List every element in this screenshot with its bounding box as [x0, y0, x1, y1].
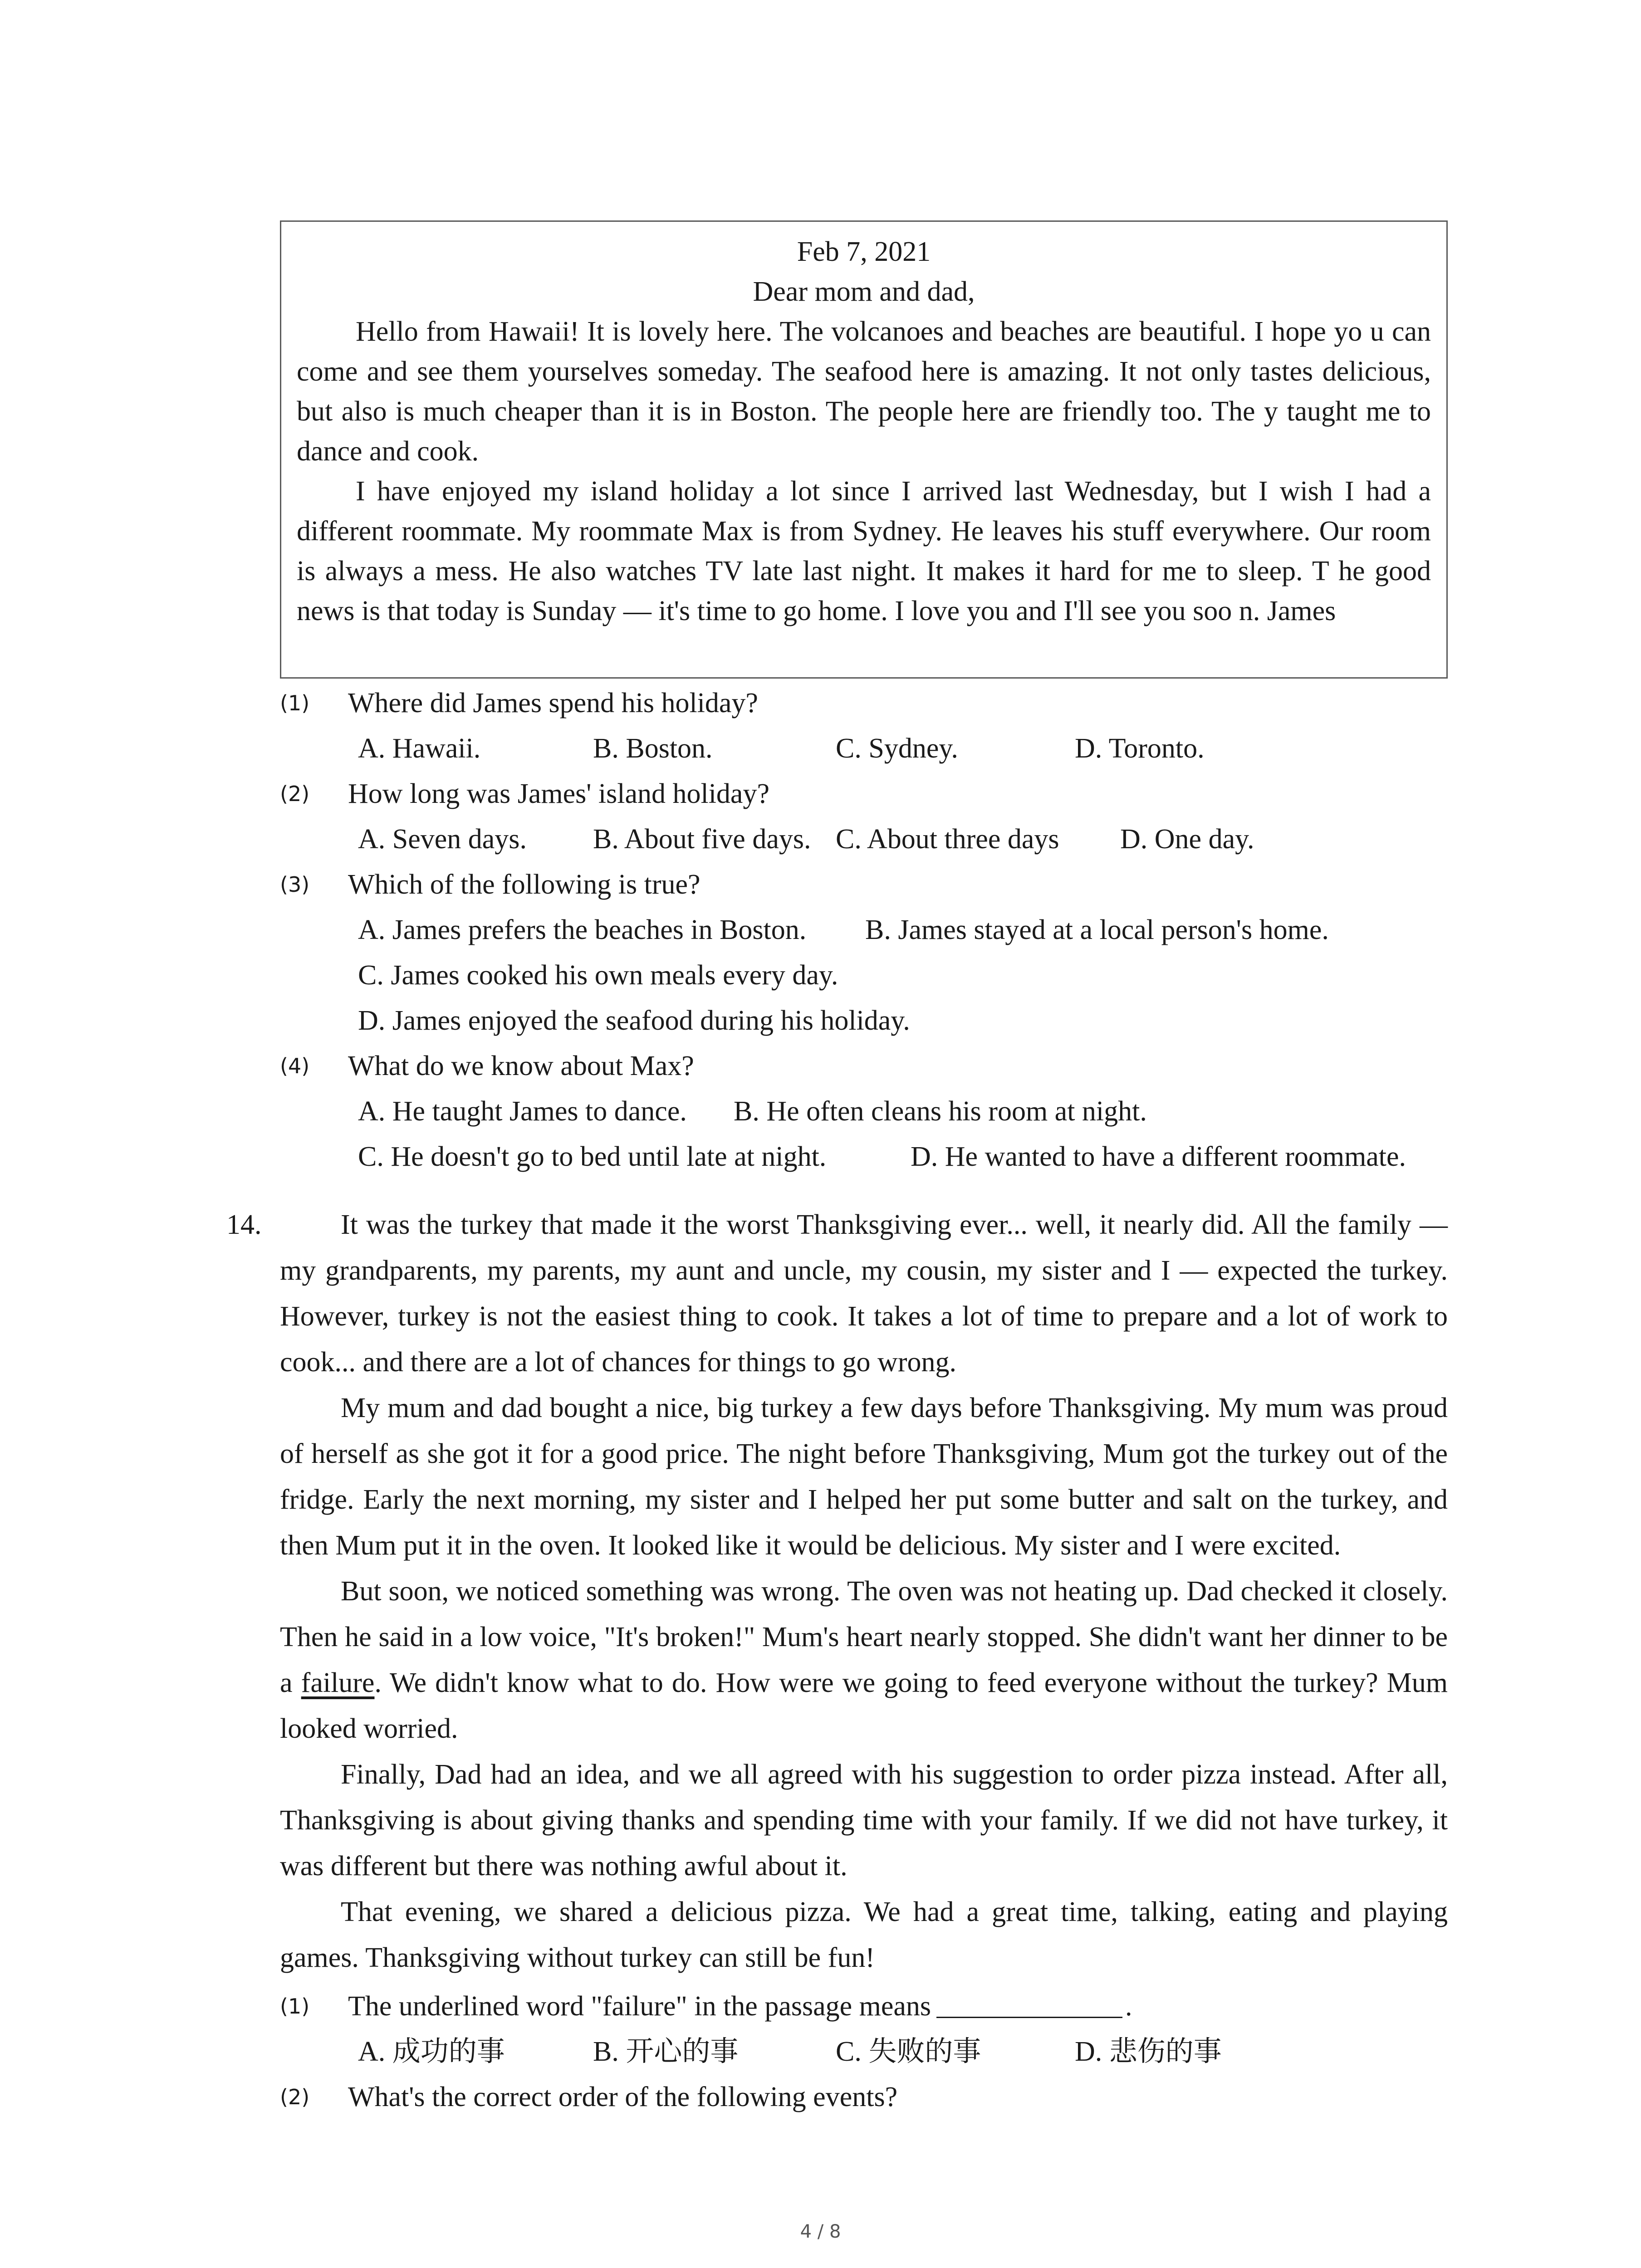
- passage-paragraph-4: Finally, Dad had an idea, and we all agreed with his suggestion to order pizza instead. After all, Thanksgiving is about giving thanks and spending time with your family. If we did not have turkey, it was different but there was nothing awful about it.: [280, 1759, 1448, 1882]
- q13-options-4a: [280, 1089, 1460, 1134]
- option-a: [358, 2029, 505, 2074]
- option-a-text: A. 成功的事: [358, 2036, 505, 2067]
- passage-paragraph-5: That evening, we shared a delicious pizza. We had a great time, talking, eating and playing games. Thanksgiving without turkey can still be fun!: [280, 1897, 1448, 1973]
- section-number: 14.: [226, 1209, 262, 1240]
- passage-paragraph-2: My mum and dad bought a nice, big turkey a few days before Thanksgiving. My mum was proud of herself as she got it for a good price. The night before Thanksgiving, Mum got the turkey out of the fridge. Early the next morning, my sister and I helped her put some butter and salt on the turkey, and then Mum put it in the oven. It looked like it would be delicious. My sister and I were excited.: [280, 1393, 1448, 1561]
- option-d: D. James enjoyed the seafood during his holiday.: [358, 1005, 910, 1036]
- letter-paragraph-2: I have enjoyed my island holiday a lot since I arrived last Wednesday, but I wish I had a different roommate. My roommate Max is from Sydney. He leaves his stuff everywhere. Our room is always a mess. He also watches TV late last night. It makes it hard for me to sleep. T he good news is that today is Sunday — it's time to go home. I love you and I'll see you soo n. James: [297, 476, 1431, 626]
- option-b: B. He often cleans his room at night.: [734, 1096, 1147, 1127]
- q13-question-2: [280, 771, 1460, 816]
- q13-options-3c: [280, 953, 1460, 998]
- q13-options-4c: [280, 1134, 1460, 1179]
- question-number: (2): [280, 2085, 310, 2109]
- question-number: (4): [280, 1054, 310, 1078]
- option-c: C. About three days: [836, 824, 1059, 855]
- option-d: D. Toronto.: [1075, 733, 1205, 764]
- q13-options-2: [280, 816, 1460, 862]
- letter-box: [280, 220, 1448, 679]
- page-number: 4 / 8: [800, 2221, 841, 2242]
- question-text: What's the correct order of the following events?: [348, 2082, 898, 2112]
- q13-question-3: [280, 862, 1460, 907]
- q13-options-1: [280, 726, 1460, 771]
- question-text: How long was James' island holiday?: [348, 778, 769, 809]
- option-b: B. Boston.: [593, 733, 713, 764]
- s14-question-1: [280, 1984, 1460, 2029]
- s14-question-list: [280, 1984, 1460, 2120]
- passage-paragraph-1: It was the turkey that made it the worst Thanksgiving ever... well, it nearly did. All the family — my grandparents, my parents, my aunt and uncle, my cousin, my sister and I — expected the turkey. However, turkey is not the easiest thing to cook. It takes a lot of time to prepare and a lot of work to cook... and there are a lot of chances for things to go wrong.: [280, 1209, 1448, 1378]
- paragraph-3-start: But soon, we noticed something was wrong. The oven was not heating up. Dad checked it closely. Then he said in a low voice, "It's broken!" Mum's heart nearly stopped. She didn't want her dinner to be a: [280, 1576, 1448, 1698]
- q13-question-1: [280, 680, 1460, 726]
- option-c: C. James cooked his own meals every day.: [358, 960, 838, 991]
- q13-question-4: [280, 1043, 1460, 1089]
- question-text: Where did James spend his holiday?: [348, 688, 758, 719]
- letter-greeting: Dear mom and dad,: [753, 276, 975, 307]
- q13-options-3a: [280, 907, 1460, 953]
- answer-blank[interactable]: [936, 1989, 1122, 2018]
- option-b-text: B. 开心的事: [593, 2036, 739, 2067]
- option-c: C. He doesn't go to bed until late at night.: [358, 1141, 827, 1172]
- option-b: [593, 2029, 738, 2074]
- question-number: (1): [280, 691, 310, 715]
- s14-question-2: [280, 2074, 1460, 2120]
- question-end-period: .: [1125, 1991, 1132, 2022]
- question-number: (3): [280, 872, 310, 897]
- section-14: [226, 1202, 1448, 2120]
- option-a: A. He taught James to dance.: [358, 1096, 687, 1127]
- question-number: (1): [280, 1994, 310, 2019]
- paragraph-3-end: . We didn't know what to do. How were we going to feed everyone without the turkey? Mum looked worried.: [280, 1667, 1448, 1744]
- option-d-text: D. 悲伤的事: [1075, 2036, 1222, 2067]
- option-c: [836, 2029, 981, 2074]
- passage-paragraph-3: [280, 1569, 1448, 1752]
- option-a: A. James prefers the beaches in Boston.: [358, 914, 807, 945]
- q13-question-list: [280, 680, 1460, 1179]
- question-text: Which of the following is true?: [348, 869, 700, 900]
- underlined-word-failure: failure: [301, 1667, 375, 1698]
- option-d: D. One day.: [1120, 824, 1254, 855]
- letter-paragraph-1: Hello from Hawaii! It is lovely here. The volcanoes and beaches are beautiful. I hope yo u can come and see them yourselves someday. The seafood here is amazing. It not only tastes delicious, but also is much cheaper than it is in Boston. The people here are friendly too. The y taught me to dance and cook.: [297, 316, 1431, 467]
- s14-options-1: [280, 2029, 1460, 2074]
- question-text: What do we know about Max?: [348, 1051, 694, 1081]
- question-number: (2): [280, 782, 310, 806]
- option-d: [1075, 2029, 1222, 2074]
- option-a: A. Hawaii.: [358, 733, 481, 764]
- option-a: A. Seven days.: [358, 824, 527, 855]
- option-c-text: C. 失败的事: [836, 2036, 981, 2067]
- question-stem: The underlined word "failure" in the passage means: [348, 1991, 931, 2022]
- option-c: C. Sydney.: [836, 733, 958, 764]
- option-d: D. He wanted to have a different roommate.: [911, 1141, 1406, 1172]
- letter-date: Feb 7, 2021: [797, 236, 931, 267]
- question-text: [348, 1984, 1132, 2029]
- option-b: B. About five days.: [593, 824, 811, 855]
- option-b: B. James stayed at a local person's home.: [865, 914, 1329, 945]
- q13-options-3d: [280, 998, 1460, 1043]
